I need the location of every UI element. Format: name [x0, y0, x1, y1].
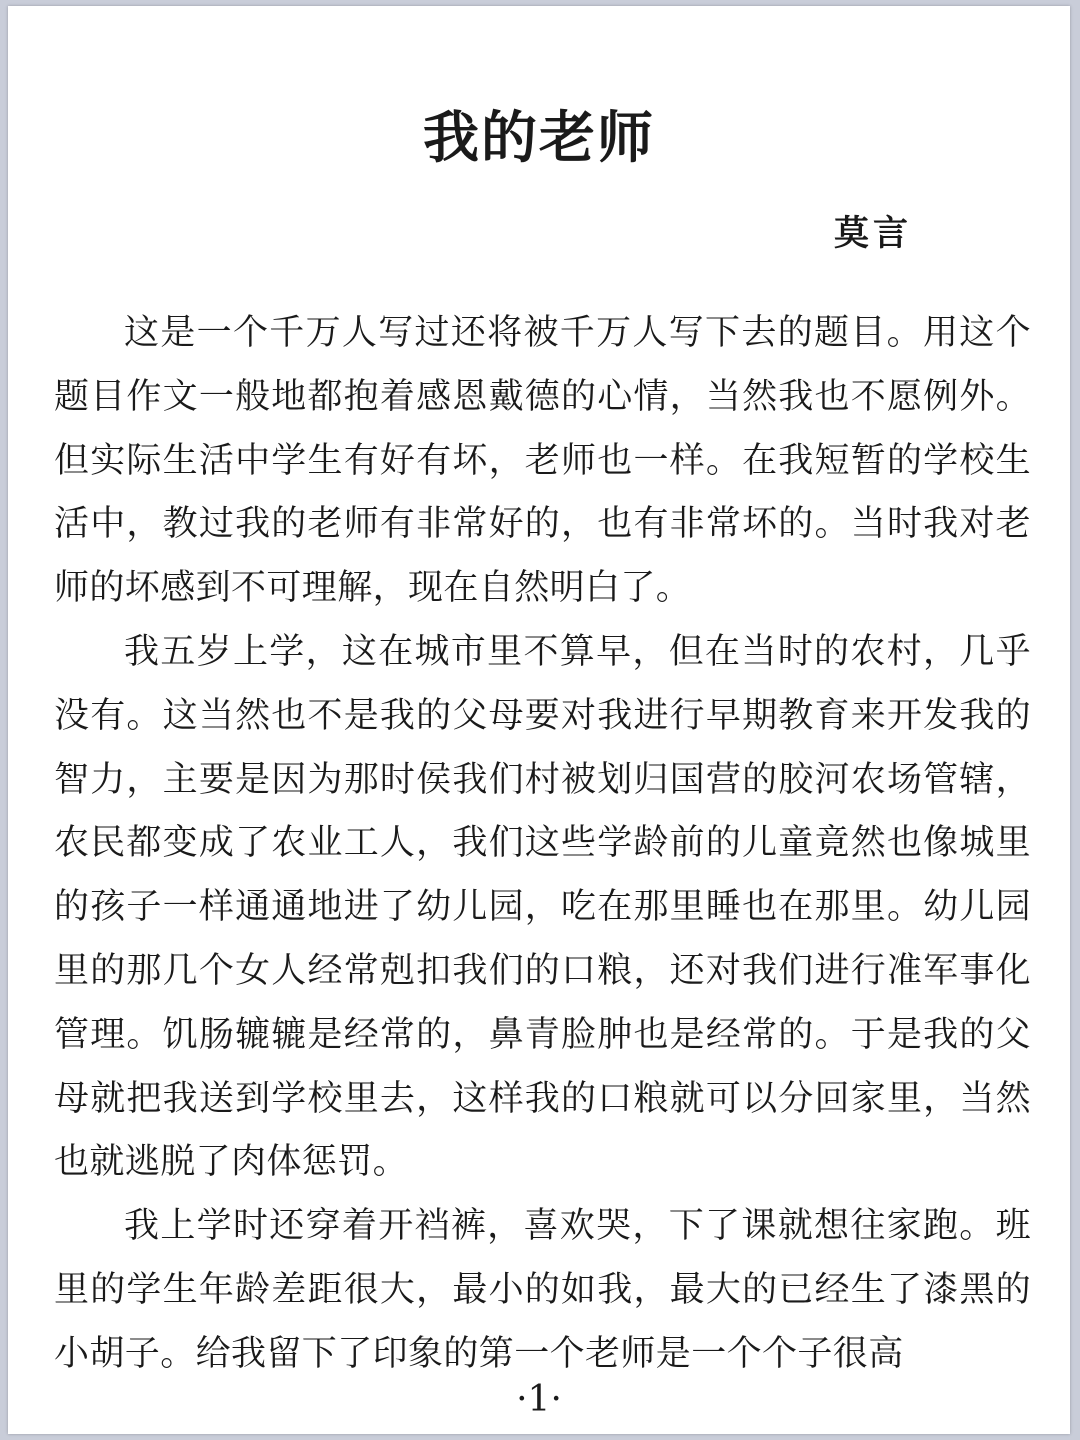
page-title: 我的老师 — [423, 105, 655, 171]
page-number: ·1· — [516, 1379, 562, 1420]
paragraph-2: 我五岁上学，这在城市里不算早，但在当时的农村，几乎没有。这当然也不是我的父母要对我进行早期教育来开发我的智力，主要是因为那时侯我们村被划归国营的胶河农场管辖，农民都变成了农业工人，我们这些学龄前的儿童竟然也像城里的孩子一样通通地进了幼儿园，吃在那里睡也在那里。幼儿园里的那几个女人经常剋扣我们的口粮，还对我们进行准军事化管理。饥肠辘辘是经常的，鼻青脸肿也是经常的。于是我的父母就把我送到学校里去，这样我的口粮就可以分回家里，当然也就逃脱了肉体惩罚。 — [54, 631, 1031, 1183]
paragraph-3: 我上学时还穿着开裆裤，喜欢哭，下了课就想往家跑。班里的学生年龄差距很大，最小的如我，最大的已经生了漆黑的小胡子。给我留下了印象的第一个老师是一个个子很高 — [54, 1206, 1031, 1374]
paragraph-1: 这是一个千万人写过还将被千万人写下去的题目。用这个题目作文一般地都抱着感恩戴德的心情，当然我也不愿例外。但实际生活中学生有好有坏，老师也一样。在我短暂的学校生活中，教过我的老师有非常好的，也有非常坏的。当时我对老师的坏感到不可理解，现在自然明白了。 — [54, 313, 1031, 609]
document-page — [8, 6, 1070, 1434]
article-body — [54, 302, 1031, 1387]
author-name: 莫言 — [834, 213, 913, 254]
